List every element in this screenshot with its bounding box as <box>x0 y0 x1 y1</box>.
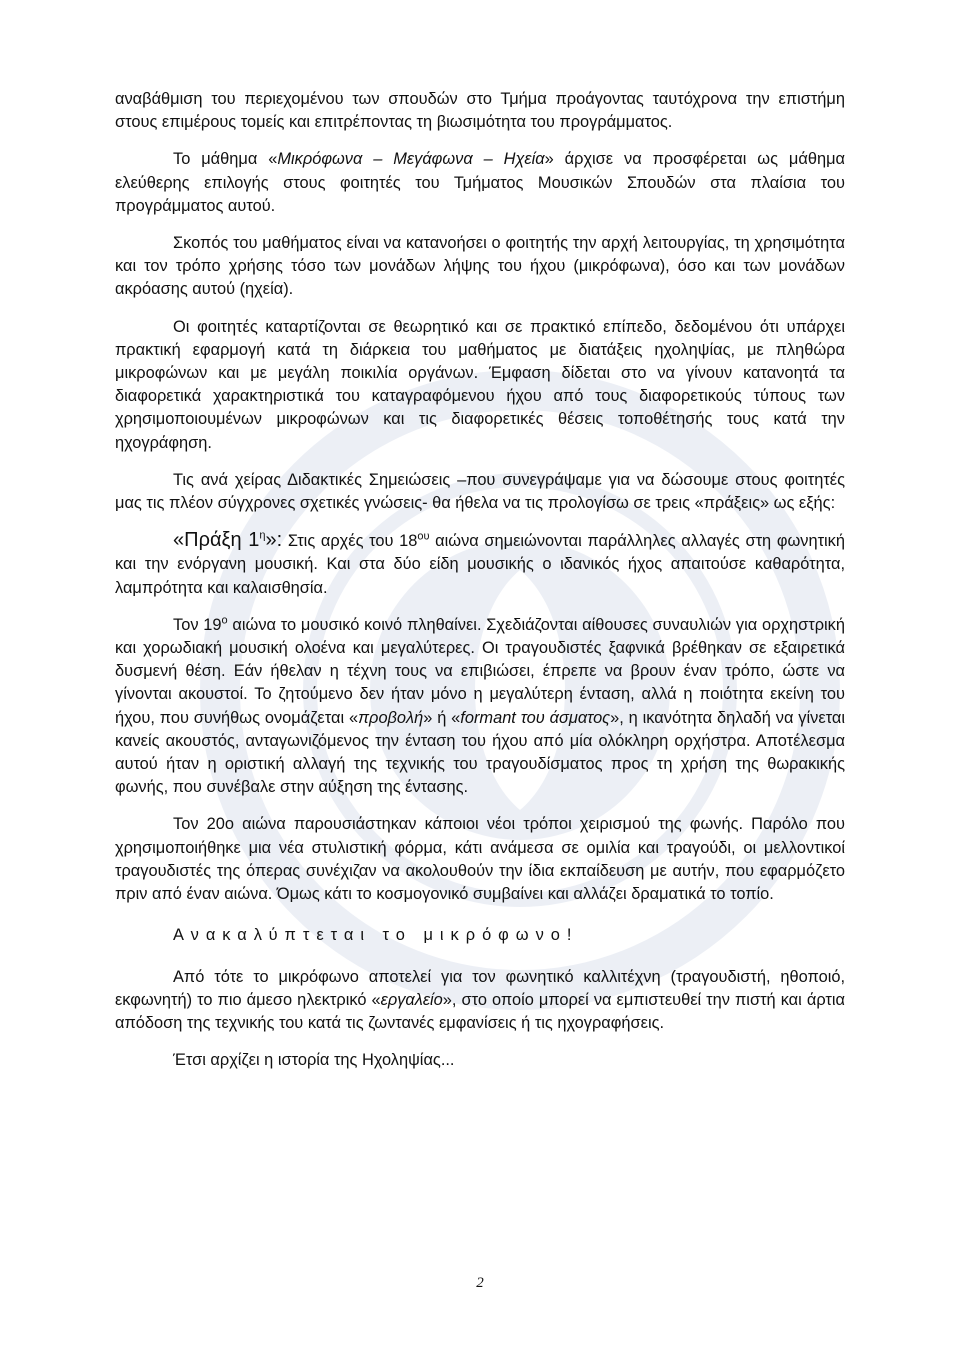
emphasis: προβολή <box>358 708 424 727</box>
superscript: ο <box>221 614 228 627</box>
paragraph-9 <box>115 966 845 1036</box>
paragraph-0: αναβάθμιση του περιεχομένου των σπουδών στο Τμήμα προάγοντας ταυτόχρονα την επιστήμη στους επιμέρους τομείς και επιτρέποντας τη βιωσιμότητα του προγράμματος. <box>115 90 845 132</box>
text-run: Από τότε το μικρόφωνο αποτελεί για τον φωνητικό καλλιτέχνη (τραγουδιστή, ηθοποιό, εκφωνητή) το πιο άμεσο ηλεκτρικό « <box>115 967 845 1009</box>
document-body <box>115 88 845 1086</box>
text-run: Στις αρχές του 18 <box>282 532 418 551</box>
paragraph-8: Ανακαλύπτεται το μικρόφωνο! <box>173 926 579 945</box>
text-run: », η ικανότητα δηλαδή να γίνεται κανείς ακουστός, ανταγωνιζόμενος την ένταση του ήχου από μία ολόκληρη ορχήστρα. Αποτέλεσμα αυτού ήταν η οριστική αλλαγή της τεχνικής του τραγουδίσματος προς τη χρήση της θωρακικής φωνής, που συνέβαλε στην αύξηση της έντασης. <box>115 708 846 797</box>
paragraph-10: Έτσι αρχίζει η ιστορία της Ηχοληψίας... <box>173 1051 455 1070</box>
text-run: αιώνα σημειώνονται παράλληλες αλλαγές στη φωνητική και την ενόργανη μουσική. Και στα δύο είδη μουσικής ο ιδανικός ήχος απαιτούσε καθαρότητα, λαμπρότητα και καλαισθησία. <box>115 532 845 597</box>
superscript: ου <box>417 530 430 543</box>
text-run: Το μάθημα « <box>173 150 278 169</box>
paragraph-6 <box>115 614 845 800</box>
emphasis: formant του άσματος <box>460 708 611 727</box>
paragraph-4: Τις ανά χείρας Διδακτικές Σημειώσεις –που συνεγράψαμε για να δώσουμε στους φοιτητές μας τις πλέον σύγχρονες σχετικές γνώσεις- θα ήθελα να τις προλογίσω σε τρεις «πράξεις» ως εξής: <box>115 470 845 513</box>
text-run: » ή « <box>423 708 461 727</box>
course-title: Μικρόφωνα – Μεγάφωνα – Ηχεία <box>277 150 545 169</box>
act-heading: «Πράξη $1^\eta$»: <box>173 529 283 552</box>
text-run: », στο οποίο μπορεί να εμπιστευθεί την πιστή και άρτια απόδοση της τεχνικής του κατά τις ζωντανές εμφανίσεις ή τις ηχογραφήσεις. <box>115 990 845 1032</box>
text-run: αιώνα το μουσικό κοινό πληθαίνει. Σχεδιάζονται αίθουσες συναυλιών για ορχηστρική και χορωδιακή μουσική ολοένα και μεγαλύτερες. Οι τραγουδιστές ξαφνικά βρέθηκαν σε εξαιρετικά δυσμενή θέση. Εάν ήθελαν η τέχνη τους να επιβιώσει, έπρεπε να βρουν έναν τρόπο, ώστε να γίνονται ακουστοί. Το ζητούμενο δεν ήταν μόνο η μεγαλύτερη ένταση, αλλά η ποιότητα εκείνη του ήχου, που συνήθως ονομάζεται « <box>115 615 845 727</box>
paragraph-2: Σκοπός του μαθήματος είναι να κατανοήσει ο φοιτητής την αρχή λειτουργίας, τη χρησιμότητα και τον τρόπο χρήσης τόσο των μονάδων λήψης του ήχου (μικρόφωνα), όσο και των μονάδων ακρόασης αυτού (ηχεία). <box>115 234 845 299</box>
emphasis: εργαλείο <box>380 990 443 1009</box>
page-number: 2 <box>476 1275 484 1291</box>
paragraph-3: Οι φοιτητές καταρτίζονται σε θεωρητικό και σε πρακτικό επίπεδο, δεδομένου ότι υπάρχει πρακτική εφαρμογή κατά τη διάρκεια του μαθήματος με διατάξεις ηχοληψίας, με πληθώρα μικροφώνων και με μεγάλη ποικιλία οργάνων. Έμφαση δίδεται στο να γίνουν κατανοητά τα διαφορετικά χαρακτηριστικά του καταγραφόμενου ήχου από τους διαφορετικούς τύπους των χρησιμοποιουμένων μικροφώνων και τις διαφορετικές θέσεις τοποθέτησής τους κατά την ηχογράφηση. <box>115 317 845 452</box>
text-run: » άρχισε να προσφέρεται ως μάθημα ελεύθερης επιλογής στους φοιτητές του Τμήματος Μουσικών Σπουδών στα πλαίσια του προγράμματος αυτού. <box>115 150 845 215</box>
paragraph-1 <box>115 148 845 218</box>
text-run: Τον 19 <box>173 615 222 634</box>
paragraph-7: Τον 20ο αιώνα παρουσιάστηκαν κάποιοι νέοι τρόποι χειρισμού της φωνής. Παρόλο που χρησιμοποιήθηκε μια νέα στυλιστική φόρμα, κάτι ανάμεσα σε ομιλία και τραγούδι, οι μελλοντικοί τραγουδιστές της όπερας συνέχιζαν να ακολουθούν την ίδια εκπαίδευση με αυτήν, που εφαρμόζετο πριν από έναν αιώνα. Όμως κάτι το κοσμογονικό συμβαίνει και αλλάζει δραματικά το τοπίο. <box>115 815 845 904</box>
paragraph-5 <box>115 529 845 600</box>
